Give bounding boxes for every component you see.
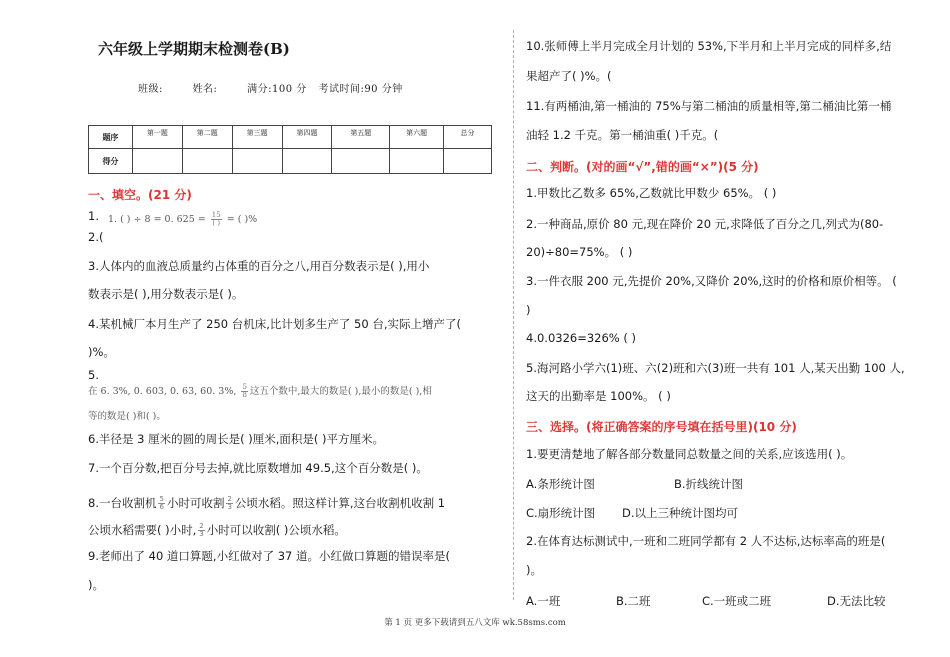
score-cell[interactable] — [282, 149, 332, 174]
fraction-denominator: 3 — [199, 530, 204, 538]
choice-1-option-d[interactable]: D.以上三种统计图均可 — [622, 506, 739, 520]
question-6: 6.半径是 3 厘米的圆的周长是( )厘米,面积是( )平方厘米。 — [88, 432, 385, 446]
question-8-text: 公顷水稻。照这样计算,这台收割机收割 1 — [234, 496, 446, 510]
question-4-line2: )%。 — [88, 345, 115, 359]
question-9-line1: 9.老师出了 40 道口算题,小红做对了 37 道。小红做口算题的错误率是( — [88, 549, 450, 563]
question-1-number: 1. — [88, 209, 99, 223]
question-5-text-b: 这五个数中,最大的数是( ),最小的数是( ),相 — [249, 386, 432, 397]
left-column — [88, 0, 498, 657]
choice-1-option-c[interactable]: C.扇形统计图 — [526, 506, 596, 520]
question-8-fraction-1 — [158, 496, 164, 511]
judge-5-line2: 这天的出勤率是 100%。 ( ) — [526, 389, 671, 403]
choice-2-line1: 2.在体育达标测试中,一班和二班同学都有 2 人不达标,达标率高的班是( — [526, 534, 886, 548]
score-cell[interactable] — [390, 149, 444, 174]
question-4-line1: 4.某机械厂本月生产了 250 台机床,比计划多生产了 50 台,实际上增产了( — [88, 317, 461, 331]
question-7: 7.一个百分数,把百分号去掉,就比原数增加 49.5,这个百分数是( )。 — [88, 461, 428, 475]
score-cell[interactable] — [444, 149, 492, 174]
choice-2-option-a[interactable]: A.一班 — [526, 594, 561, 608]
question-10-line1: 10.张师傅上半月完成全月计划的 53%,下半月和上半月完成的同样多,结 — [526, 39, 892, 53]
fraction-numerator: 2 — [199, 522, 204, 530]
question-1-tail: = ( )% — [226, 214, 258, 225]
score-table — [88, 125, 492, 174]
question-5-text-a: 在 6. 3%, 0. 603, 0. 63, 60. 3%, — [88, 386, 237, 397]
judge-3-line1: 3.一件衣服 200 元,先提价 20%,又降价 20%,这时的价格和原价相等。 ( — [526, 274, 897, 288]
header-cell: 第三题 — [232, 126, 282, 149]
question-5-number: 5. — [88, 368, 99, 382]
fraction-denominator: 6 — [159, 503, 164, 511]
choice-2-option-d[interactable]: D.无法比较 — [827, 594, 886, 608]
full-score: 满分:100 分 — [247, 84, 307, 95]
header-cell: 第五题 — [332, 126, 390, 149]
score-cell[interactable] — [332, 149, 390, 174]
question-3-line1: 3.人体内的血液总质量约占体重的百分之八,用百分数表示是( ),用小 — [88, 259, 430, 273]
question-8-line1 — [88, 490, 445, 517]
page-title: 六年级上学期期末检测卷(B) — [98, 40, 290, 58]
fraction-numerator: 2 — [227, 495, 232, 503]
question-11-line2: 油轻 1.2 千克。第一桶油重( )千克。( — [526, 128, 719, 142]
question-8-text: 小时可以收割( )公顷水稻。 — [206, 523, 346, 537]
section-true-false: 二、判断。(对的画“√”,错的画“×”)(5 分) — [526, 160, 759, 174]
question-8-line2 — [88, 517, 346, 544]
judge-3-line2: ) — [526, 303, 531, 317]
class-label: 班级: — [138, 84, 163, 95]
exam-info — [138, 80, 429, 95]
question-8-fraction-3 — [198, 523, 204, 538]
choice-1-option-b[interactable]: B.折线统计图 — [674, 477, 744, 491]
question-5-image — [88, 384, 432, 399]
question-8-fraction-2 — [226, 496, 232, 511]
question-10-line2: 果超产了( )%。( — [526, 69, 612, 83]
judge-2-line1: 2.一种商品,原价 80 元,现在降价 20 元,求降低了百分之几,列式为(80- — [526, 217, 884, 231]
page-footer: 第 1 页 更多下载请到五八文库 wk.58sms.com — [384, 618, 566, 628]
score-table-header — [89, 126, 492, 149]
fraction-denominator: ( ) — [212, 219, 221, 227]
choice-2-option-c[interactable]: C.一班或二班 — [702, 594, 772, 608]
score-cell[interactable] — [232, 149, 282, 174]
name-label: 姓名: — [192, 84, 218, 95]
judge-4: 4.0.0326=326% ( ) — [526, 331, 637, 345]
score-table-row — [89, 149, 492, 174]
column-divider — [513, 30, 514, 600]
section-fill-in: 一、填空。(21 分) — [88, 188, 192, 202]
question-3-line2: 数表示是( ),用分数表示是( )。 — [88, 287, 244, 301]
choice-2-option-b[interactable]: B.二班 — [616, 594, 651, 608]
fraction-denominator: 3 — [227, 503, 232, 511]
question-11-line1: 11.有两桶油,第一桶油的 75%与第二桶油的质量相等,第二桶油比第一桶 — [526, 99, 892, 113]
score-label: 得分 — [89, 149, 133, 174]
choice-1-option-a[interactable]: A.条形统计图 — [526, 477, 595, 491]
fraction-numerator: 5 — [159, 495, 164, 503]
judge-1: 1.甲数比乙数多 65%,乙数就比甲数少 65%。 ( ) — [526, 186, 777, 200]
section-choice: 三、选择。(将正确答案的序号填在括号里)(10 分) — [526, 420, 797, 434]
question-2-number: 2.( — [88, 230, 104, 244]
header-cell: 第六题 — [390, 126, 444, 149]
choice-2-line2: )。 — [526, 563, 542, 577]
score-cell[interactable] — [182, 149, 232, 174]
choice-1: 1.要更清楚地了解各部分数量同总数量之间的关系,应该选用( )。 — [526, 447, 853, 461]
question-5-image-line2: 等的数是( )和( )。 — [88, 411, 166, 422]
header-cell: 第四题 — [282, 126, 332, 149]
right-column — [526, 0, 930, 657]
question-5-fraction — [241, 384, 247, 399]
header-cell: 总分 — [444, 126, 492, 149]
question-8-text: 公顷水稻需要( )小时, — [88, 523, 197, 537]
question-8-text: 小时可收割 — [166, 496, 225, 510]
header-cell: 第二题 — [182, 126, 232, 149]
score-cell[interactable] — [132, 149, 182, 174]
question-8-text: 8.一台收割机 — [88, 496, 157, 510]
exam-time: 考试时间:90 分钟 — [318, 84, 403, 95]
header-cell: 题序 — [89, 126, 133, 149]
question-1-text: 1. ( ) ÷ 8 = 0. 625 = — [108, 214, 206, 225]
fraction-numerator: 15 — [211, 211, 221, 219]
question-1-fraction — [211, 212, 222, 227]
fraction-numerator: 5 — [242, 383, 247, 391]
fraction-denominator: 8 — [242, 391, 247, 399]
question-9-line2: )。 — [88, 578, 104, 592]
judge-5-line1: 5.海河路小学六(1)班、六(2)班和六(3)班一共有 101 人,某天出勤 100 人, — [526, 361, 905, 375]
judge-2-line2: 20)÷80=75%。 ( ) — [526, 245, 633, 259]
question-1-image — [108, 212, 257, 227]
header-cell: 第一题 — [132, 126, 182, 149]
